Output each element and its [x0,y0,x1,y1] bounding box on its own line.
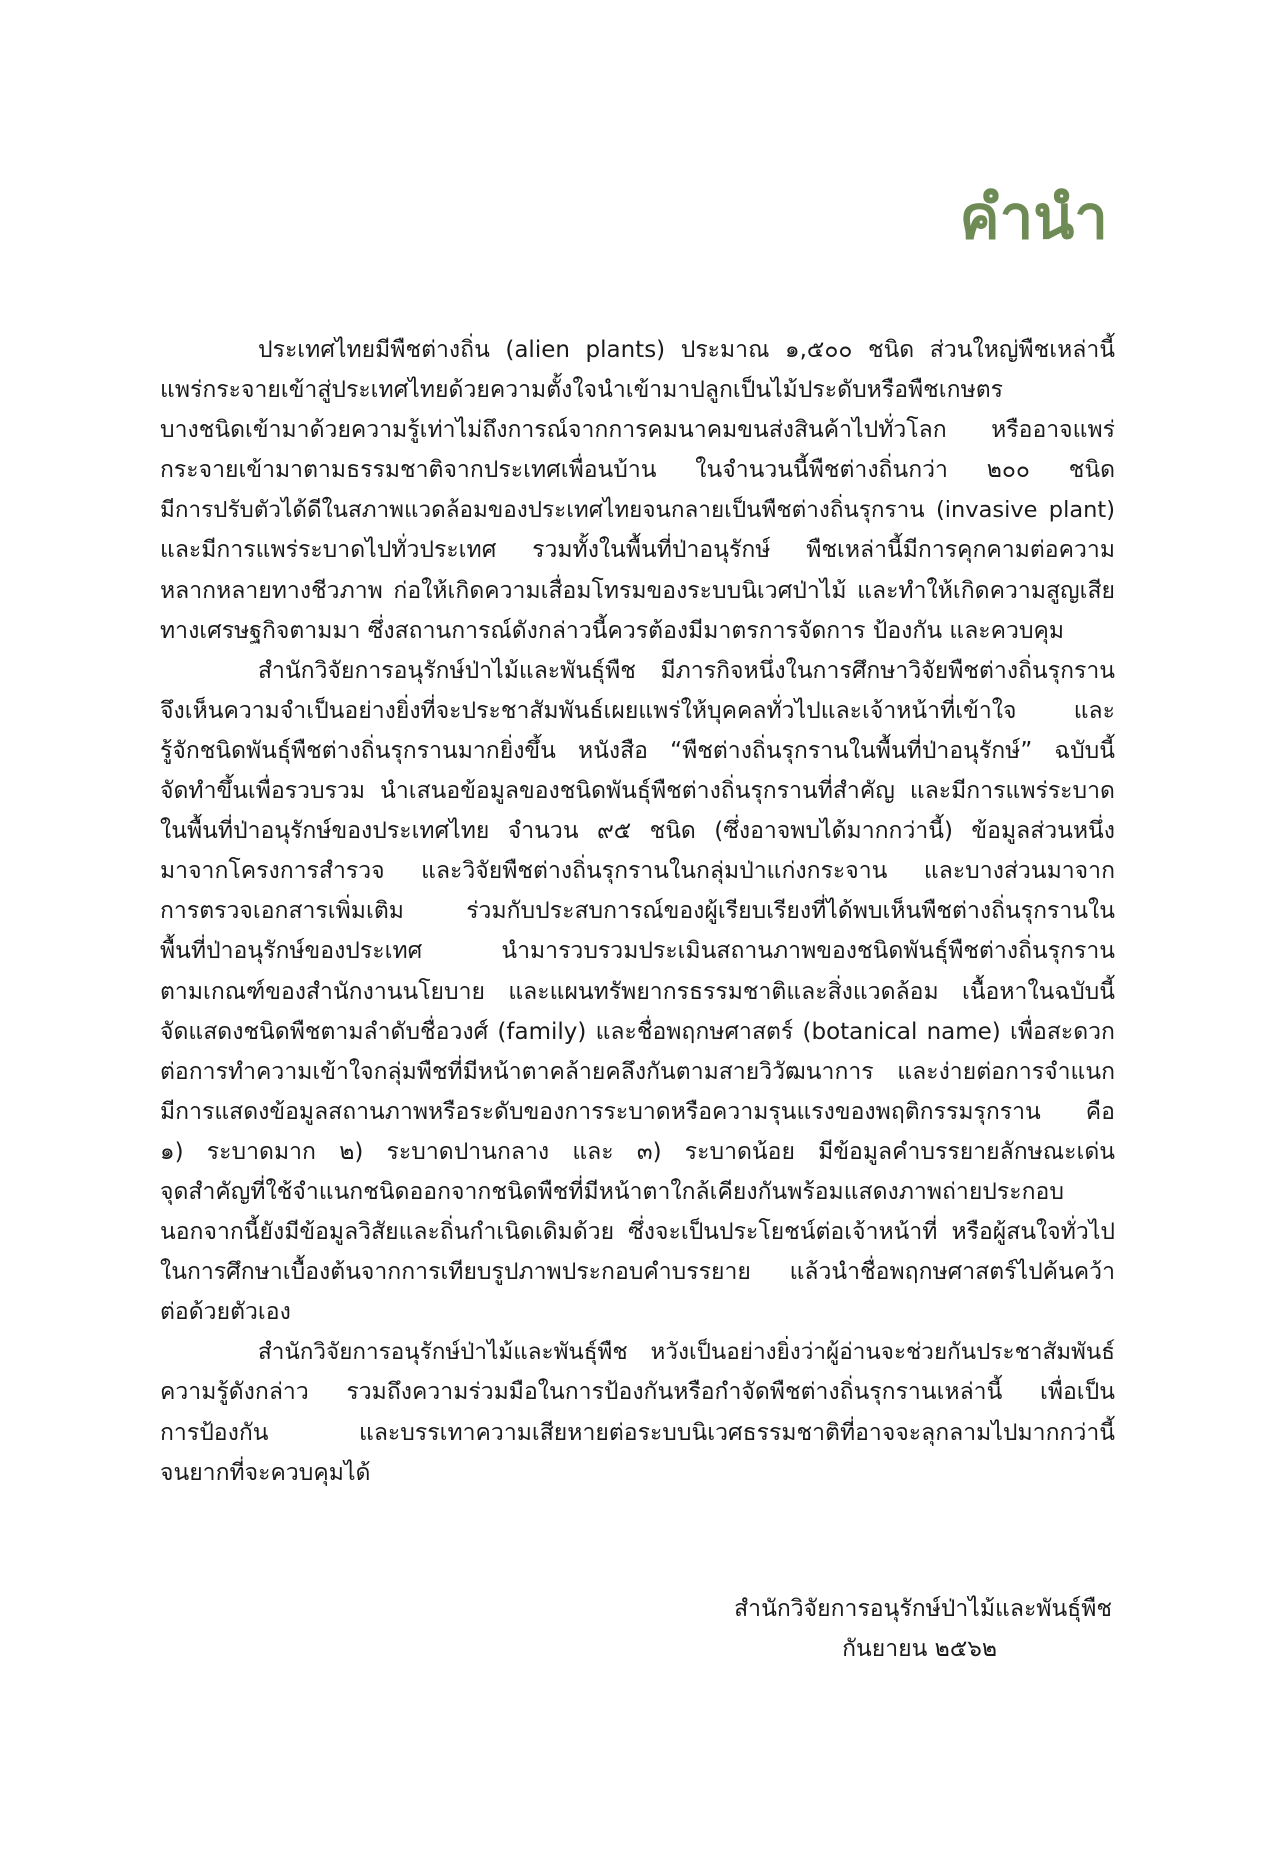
paragraph-line: นอกจากนี้ยังมีข้อมูลวิสัยและถิ่นกำเนิดเดิมด้วย ซึ่งจะเป็นประโยชน์ต่อเจ้าหน้าที่ หรือผู้สนใจทั่วไป [160,1219,1115,1246]
paragraph-line: ต่อด้วยตัวเอง [160,1299,291,1326]
paragraph-line: การตรวจเอกสารเพิ่มเติม ร่วมกับประสบการณ์ของผู้เรียบเรียงที่ได้พบเห็นพืชต่างถิ่นรุกรานใน [160,898,1115,925]
paragraph [160,330,1115,651]
paragraph-line: จุดสำคัญที่ใช้จำแนกชนิดออกจากชนิดพืชที่มีหน้าตาใกล้เคียงกันพร้อมแสดงภาพถ่ายประกอบ [160,1178,1064,1205]
paragraph-line: สำนักวิจัยการอนุรักษ์ป่าไม้และพันธุ์พืช หวังเป็นอย่างยิ่งว่าผู้อ่านจะช่วยกันประชาสัมพันธ์ [258,1339,1115,1366]
paragraph-line: พื้นที่ป่าอนุรักษ์ของประเทศ นำมารวบรวมประเมินสถานภาพของชนิดพันธุ์พืชต่างถิ่นรุกราน [160,938,1115,965]
paragraph [160,651,1115,1333]
paragraph-line: ตามเกณฑ์ของสำนักงานนโยบาย และแผนทรัพยากรธรรมชาติและสิ่งแวดล้อม เนื้อหาในฉบับนี้ [160,978,1115,1005]
page-title: คำนำ [959,183,1108,253]
paragraph-line: หลากหลายทางชีวภาพ ก่อให้เกิดความเสื่อมโทรมของระบบนิเวศป่าไม้ และทำให้เกิดความสูญเสีย [160,577,1115,604]
paragraph-line: รู้จักชนิดพันธุ์พืชต่างถิ่นรุกรานมากยิ่งขึ้น หนังสือ “พืชต่างถิ่นรุกรานในพื้นที่ป่าอนุรักษ์” ฉบับนี้ [160,737,1115,764]
paragraph-line: จนยากที่จะควบคุมได้ [160,1459,371,1486]
paragraph-line: การป้องกัน และบรรเทาความเสียหายต่อระบบนิเวศธรรมชาติที่อาจจะลุกลามไปมากกว่านี้ [160,1419,1115,1446]
paragraph [160,1332,1115,1492]
paragraph-line: จัดทำขึ้นเพื่อรวบรวม นำเสนอข้อมูลของชนิดพันธุ์พืชต่างถิ่นรุกรานที่สำคัญ และมีการแพร่ระบาด [160,778,1115,805]
paragraph-line: ในการศึกษาเบื้องต้นจากการเทียบรูปภาพประกอบคำบรรยาย แล้วนำชื่อพฤกษศาสตร์ไปค้นคว้า [160,1259,1115,1286]
paragraph-line: ต่อการทำความเข้าใจกลุ่มพืชที่มีหน้าตาคล้ายคลึงกันตามสายวิวัฒนาการ และง่ายต่อการจำแนก [160,1058,1115,1085]
paragraph-line: สำนักวิจัยการอนุรักษ์ป่าไม้และพันธุ์พืช มีภารกิจหนึ่งในการศึกษาวิจัยพืชต่างถิ่นรุกราน [258,657,1115,684]
paragraph-line: จึงเห็นความจำเป็นอย่างยิ่งที่จะประชาสัมพันธ์เผยแพร่ให้บุคคลทั่วไปและเจ้าหน้าที่เข้าใจ และ [160,697,1115,724]
paragraph-line: ในพื้นที่ป่าอนุรักษ์ของประเทศไทย จำนวน ๙๕ ชนิด (ซึ่งอาจพบได้มากกว่านี้) ข้อมูลส่วนหนึ่ง [160,818,1115,845]
paragraph-line: จัดแสดงชนิดพืชตามลำดับชื่อวงศ์ (family) และชื่อพฤกษศาสตร์ (botanical name) เพื่อสะดวก [160,1018,1115,1045]
preface-body [160,330,1115,1493]
paragraph-line: แพร่กระจายเข้าสู่ประเทศไทยด้วยความตั้งใจนำเข้ามาปลูกเป็นไม้ประดับหรือพืชเกษตร [160,377,1004,404]
paragraph-line: ทางเศรษฐกิจตามมา ซึ่งสถานการณ์ดังกล่าวนี้ควรต้องมีมาตรการจัดการ ป้องกัน และควบคุม [160,617,1065,644]
paragraph-line: ความรู้ดังกล่าว รวมถึงความร่วมมือในการป้องกันหรือกำจัดพืชต่างถิ่นรุกรานเหล่านี้ เพื่อเป็น [160,1379,1115,1406]
signature-date: กันยายน ๒๕๖๒ [842,1636,997,1662]
paragraph-line: มีการปรับตัวได้ดีในสภาพแวดล้อมของประเทศไทยจนกลายเป็นพืชต่างถิ่นรุกราน (invasive plant) [160,497,1115,524]
paragraph-line: บางชนิดเข้ามาด้วยความรู้เท่าไม่ถึงการณ์จากการคมนาคมขนส่งสินค้าไปทั่วโลก หรืออาจแพร่ [160,417,1115,444]
signature-block [734,1589,1112,1669]
paragraph-line: มีการแสดงข้อมูลสถานภาพหรือระดับของการระบาดหรือความรุนแรงของพฤติกรรมรุกราน คือ [160,1098,1115,1125]
signature-organization: สำนักวิจัยการอนุรักษ์ป่าไม้และพันธุ์พืช [734,1596,1112,1622]
paragraph-line: ๑) ระบาดมาก ๒) ระบาดปานกลาง และ ๓) ระบาดน้อย มีข้อมูลคำบรรยายลักษณะเด่น [160,1138,1115,1165]
paragraph-line: กระจายเข้ามาตามธรรมชาติจากประเทศเพื่อนบ้าน ในจำนวนนี้พืชต่างถิ่นกว่า ๒๐๐ ชนิด [160,457,1115,484]
paragraph-line: ประเทศไทยมีพืชต่างถิ่น (alien plants) ประมาณ ๑,๕๐๐ ชนิด ส่วนใหญ่พืชเหล่านี้ [258,337,1115,363]
paragraph-line: มาจากโครงการสำรวจ และวิจัยพืชต่างถิ่นรุกรานในกลุ่มป่าแก่งกระจาน และบางส่วนมาจาก [160,858,1115,885]
paragraph-line: และมีการแพร่ระบาดไปทั่วประเทศ รวมทั้งในพื้นที่ป่าอนุรักษ์ พืชเหล่านี้มีการคุกคามต่อความ [160,537,1115,564]
